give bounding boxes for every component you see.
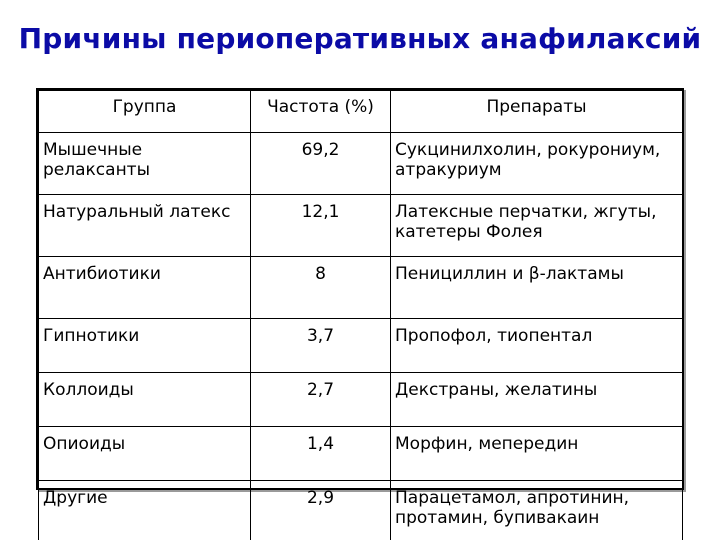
cell-group: Антибиотики [39,257,251,319]
anaphylaxis-causes-table [36,88,684,528]
table-row [39,319,683,373]
cell-frequency: 8 [251,257,391,319]
cell-frequency: 12,1 [251,195,391,257]
table-row [39,257,683,319]
header-drugs: Препараты [391,91,683,133]
cell-drugs: Парацетамол, апротинин, протамин, бупивакаин [391,481,683,540]
cell-group: Натуральный латекс [39,195,251,257]
cell-group: Мышечные релаксанты [39,133,251,195]
table-row [39,195,683,257]
table-header-row [39,91,683,133]
cell-frequency: 1,4 [251,427,391,481]
slide-title: Причины периоперативных анафилаксий [18,22,702,55]
cell-group: Другие [39,481,251,540]
cell-frequency: 69,2 [251,133,391,195]
cell-drugs: Пенициллин и β-лактамы [391,257,683,319]
header-group: Группа [39,91,251,133]
cell-frequency: 2,9 [251,481,391,540]
table-row [39,427,683,481]
cell-drugs: Морфин, мепередин [391,427,683,481]
cell-drugs: Сукцинилхолин, рокурониум, атракуриум [391,133,683,195]
cell-drugs: Латексные перчатки, жгуты, катетеры Фолея [391,195,683,257]
cell-group: Гипнотики [39,319,251,373]
cell-group: Опиоиды [39,427,251,481]
table-row [39,373,683,427]
causes-table [38,90,683,540]
cell-drugs: Пропофол, тиопентал [391,319,683,373]
cell-frequency: 3,7 [251,319,391,373]
cell-frequency: 2,7 [251,373,391,427]
table-row [39,481,683,540]
header-frequency: Частота (%) [251,91,391,133]
cell-group: Коллоиды [39,373,251,427]
table-row [39,133,683,195]
cell-drugs: Декстраны, желатины [391,373,683,427]
